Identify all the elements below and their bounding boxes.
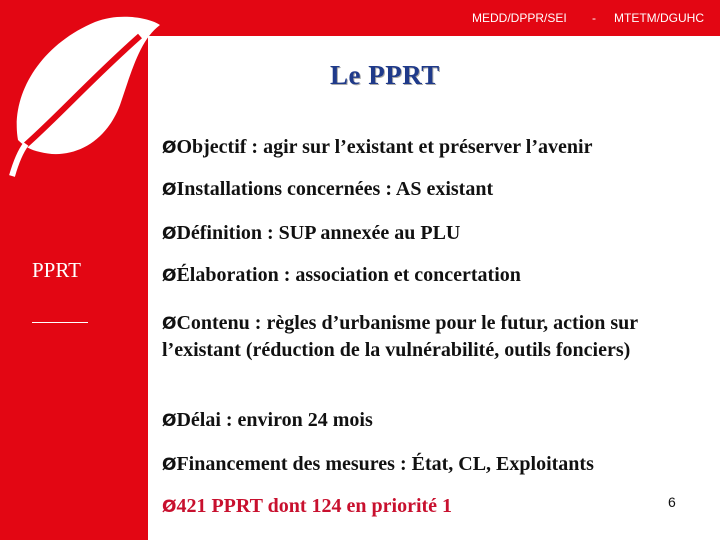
bullet-contenu (162, 310, 702, 363)
bullet-delai (162, 407, 373, 434)
bullet-financement (162, 451, 594, 478)
bullet-pprt-count (162, 493, 452, 520)
header-left-text: MEDD/DPPR/SEI (472, 11, 567, 25)
arrow-bullet-icon: Ø (162, 224, 177, 244)
sidebar-divider (32, 322, 88, 323)
bullet-label: Élaboration : (176, 264, 291, 286)
bullet-label: 421 PPRT dont 124 en priorité 1 (176, 495, 453, 517)
arrow-bullet-icon: Ø (162, 266, 177, 286)
slide-title: Le PPRT (330, 60, 440, 90)
bullet-installations (162, 176, 493, 203)
arrow-bullet-icon: Ø (162, 314, 177, 334)
arrow-bullet-icon: Ø (162, 180, 177, 200)
bullet-text: AS existant (392, 178, 494, 200)
arrow-bullet-icon: Ø (162, 497, 177, 517)
arrow-bullet-icon: Ø (162, 455, 177, 475)
bullet-text: association et concertation (290, 264, 521, 286)
bullet-label: Contenu : (176, 312, 262, 334)
bullet-text: règles d’urbanisme pour le futur, action sur l’existant (réduction de la vulnérabilité, outils fonciers) (162, 312, 638, 361)
bullet-text: SUP annexée au PLU (273, 222, 461, 244)
arrow-bullet-icon: Ø (162, 411, 177, 431)
header-separator: - (592, 11, 596, 25)
arrow-bullet-icon: Ø (162, 138, 177, 158)
bullet-label: Objectif : (176, 136, 259, 158)
bullet-label: Financement des mesures : (176, 453, 407, 475)
header-right-text: MTETM/DGUHC (614, 11, 704, 25)
page-number: 6 (668, 494, 676, 510)
bullet-label: Délai : (176, 409, 233, 431)
leaf-logo (0, 0, 170, 200)
bullet-text: État, CL, Exploitants (406, 453, 594, 475)
bullet-definition (162, 220, 460, 247)
bullet-label: Installations concernées : (176, 178, 392, 200)
sidebar-label: PPRT (32, 258, 81, 282)
bullet-text: environ 24 mois (232, 409, 373, 431)
bullet-objectif (162, 134, 592, 161)
bullet-elaboration (162, 262, 521, 289)
bullet-text: agir sur l’existant et préserver l’avenir (258, 136, 593, 158)
bullet-label: Définition : (176, 222, 274, 244)
